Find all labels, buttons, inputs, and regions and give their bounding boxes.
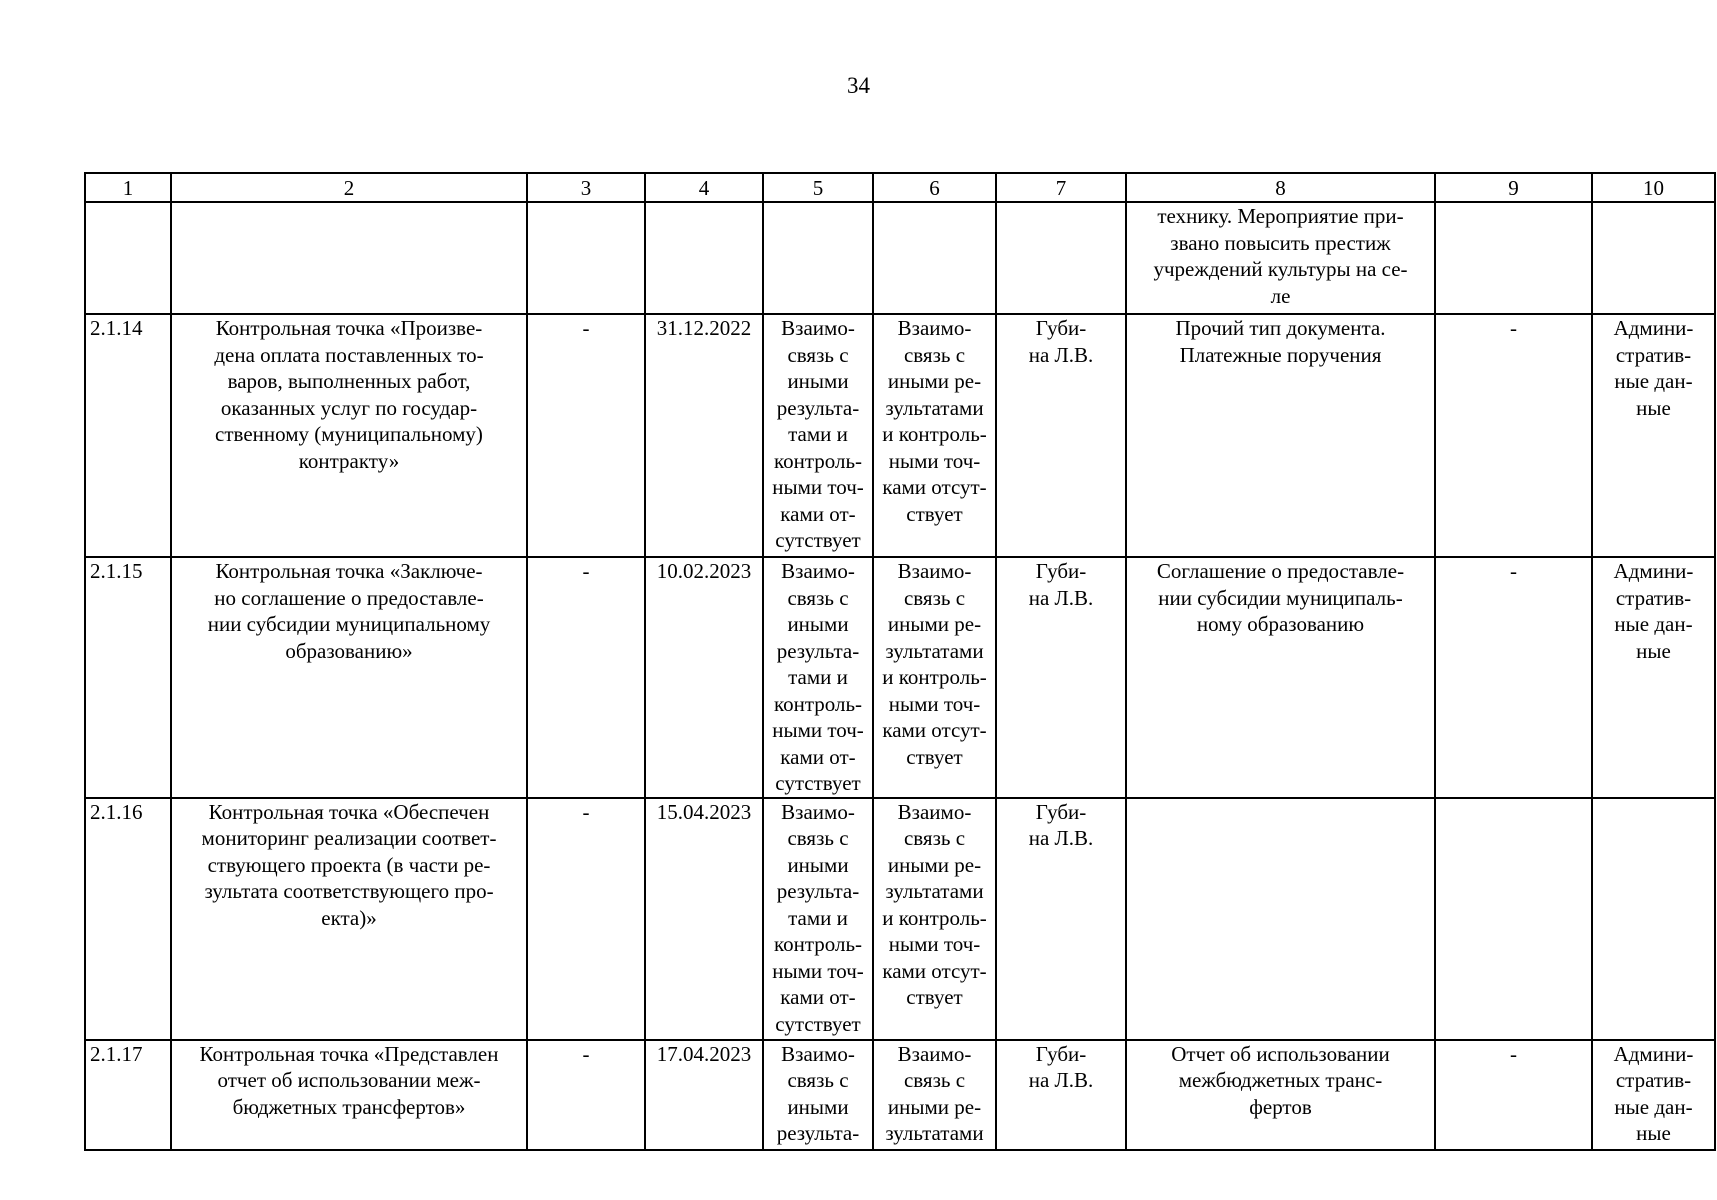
responsible-person-text: Губи- на Л.В. (1028, 1041, 1094, 1092)
column-9-value-text: - (1510, 559, 1517, 583)
column-9-value (1435, 202, 1592, 314)
relation-control-points-text: Взаимо- связь с иными ре- зультатами (885, 1041, 984, 1145)
table-row (85, 202, 1715, 314)
table-row (85, 557, 1715, 798)
deadline-date-text: 31.12.2022 (656, 316, 752, 340)
relation-results-text: Взаимо- связь с иными результа- (776, 1041, 860, 1145)
control-point-name (171, 314, 527, 557)
responsible-person-text: Губи- на Л.В. (1028, 799, 1094, 850)
column-header: 6 (873, 173, 996, 202)
column-header: 3 (527, 173, 645, 202)
document-type-text: Прочий тип документа. Платежные поручения (1175, 316, 1386, 367)
deadline-date (645, 314, 763, 557)
relation-control-points (873, 314, 996, 557)
data-source (1592, 202, 1715, 314)
data-source-text: Админи- стратив- ные дан- ные (1613, 316, 1694, 420)
data-source (1592, 314, 1715, 557)
data-source-text: Админи- стратив- ные дан- ные (1613, 559, 1694, 663)
deadline-date (645, 1040, 763, 1150)
relation-results (763, 202, 873, 314)
document-type-text: Отчет об использовании межбюджетных транс- фертов (1171, 1041, 1390, 1119)
control-points-table (84, 172, 1716, 1151)
column-header: 2 (171, 173, 527, 202)
column-header: 5 (763, 173, 873, 202)
responsible-person-text: Губи- на Л.В. (1028, 316, 1094, 367)
column-9-value (1435, 798, 1592, 1040)
column-header: 9 (1435, 173, 1592, 202)
document-type-text: технику. Мероприятие при- звано повысить престиж учреждений культуры на се- ле (1153, 204, 1408, 308)
column-3-value-text: - (582, 559, 590, 583)
data-source (1592, 798, 1715, 1040)
table-row (85, 314, 1715, 557)
control-point-name-text: Контрольная точка «Представлен отчет об использовании меж- бюджетных трансфертов» (199, 1041, 499, 1119)
row-number-text: 2.1.17 (90, 1041, 143, 1066)
relation-results (763, 1040, 873, 1150)
control-point-name-text: Контрольная точка «Произве- дена оплата поставленных то- варов, выполненных работ, оказанных услуг по государ- ственному (муниципальному) контракту» (214, 316, 484, 473)
document-type (1126, 557, 1435, 798)
relation-results (763, 314, 873, 557)
column-9-value (1435, 1040, 1592, 1150)
table-row (85, 1040, 1715, 1150)
column-3-value-text: - (582, 799, 590, 824)
deadline-date (645, 798, 763, 1040)
row-number (85, 1040, 171, 1150)
header-row (85, 173, 1715, 202)
deadline-date-text: 10.02.2023 (656, 559, 752, 583)
relation-results (763, 557, 873, 798)
deadline-date-text: 15.04.2023 (656, 799, 752, 824)
column-header: 1 (85, 173, 171, 202)
row-number-text: 2.1.16 (90, 799, 143, 824)
responsible-person (996, 1040, 1126, 1150)
data-source-text: Админи- стратив- ные дан- ные (1613, 1041, 1694, 1145)
relation-results-text: Взаимо- связь с иными результа- тами и контроль- ными точ- ками от- сутствует (772, 559, 864, 795)
column-header: 8 (1126, 173, 1435, 202)
data-source (1592, 557, 1715, 798)
column-9-value (1435, 314, 1592, 557)
document-type (1126, 798, 1435, 1040)
column-9-value-text: - (1510, 1041, 1517, 1066)
responsible-person (996, 314, 1126, 557)
relation-control-points (873, 798, 996, 1040)
control-point-name (171, 1040, 527, 1150)
document-type (1126, 1040, 1435, 1150)
document-type-text: Соглашение о предоставле- нии субсидии муниципаль- ному образованию (1156, 559, 1405, 636)
column-3-value-text: - (582, 1041, 590, 1066)
control-point-name (171, 798, 527, 1040)
row-number (85, 557, 171, 798)
control-point-name-text: Контрольная точка «Заключе- но соглашение о предоставле- нии субсидии муниципальному образованию» (207, 559, 491, 663)
deadline-date-text: 17.04.2023 (656, 1041, 752, 1066)
column-header: 4 (645, 173, 763, 202)
relation-control-points (873, 557, 996, 798)
column-3-value (527, 557, 645, 798)
control-point-name-text: Контрольная точка «Обеспечен мониторинг реализации соответ- ствующего проекта (в части ре- зультата соответствующего про- екта)» (201, 799, 497, 930)
row-number (85, 798, 171, 1040)
control-point-name (171, 202, 527, 314)
responsible-person (996, 798, 1126, 1040)
relation-control-points-text: Взаимо- связь с иными ре- зультатами и контроль- ными точ- ками отсут- ствует (882, 559, 987, 769)
column-3-value (527, 314, 645, 557)
page-number: 34 (847, 73, 870, 98)
row-number-text: 2.1.14 (90, 316, 143, 340)
column-9-value (1435, 557, 1592, 798)
relation-results (763, 798, 873, 1040)
deadline-date (645, 557, 763, 798)
column-3-value (527, 1040, 645, 1150)
control-point-name (171, 557, 527, 798)
relation-control-points (873, 1040, 996, 1150)
column-3-value (527, 202, 645, 314)
relation-results-text: Взаимо- связь с иными результа- тами и контроль- ными точ- ками от- сутствует (772, 799, 864, 1036)
column-header: 10 (1592, 173, 1715, 202)
responsible-person (996, 202, 1126, 314)
column-3-value-text: - (582, 316, 590, 340)
document-type (1126, 314, 1435, 557)
data-source (1592, 1040, 1715, 1150)
row-number (85, 202, 171, 314)
responsible-person-text: Губи- на Л.В. (1028, 559, 1094, 610)
column-header: 7 (996, 173, 1126, 202)
responsible-person (996, 557, 1126, 798)
relation-control-points-text: Взаимо- связь с иными ре- зультатами и контроль- ными точ- ками отсут- ствует (882, 316, 987, 526)
column-3-value (527, 798, 645, 1040)
document-type (1126, 202, 1435, 314)
relation-results-text: Взаимо- связь с иными результа- тами и контроль- ными точ- ками от- сутствует (772, 316, 864, 552)
column-9-value-text: - (1510, 316, 1517, 340)
row-number (85, 314, 171, 557)
row-number-text: 2.1.15 (90, 559, 143, 583)
table-row (85, 798, 1715, 1040)
relation-control-points (873, 202, 996, 314)
deadline-date (645, 202, 763, 314)
relation-control-points-text: Взаимо- связь с иными ре- зультатами и контроль- ными точ- ками отсут- ствует (882, 799, 987, 1009)
